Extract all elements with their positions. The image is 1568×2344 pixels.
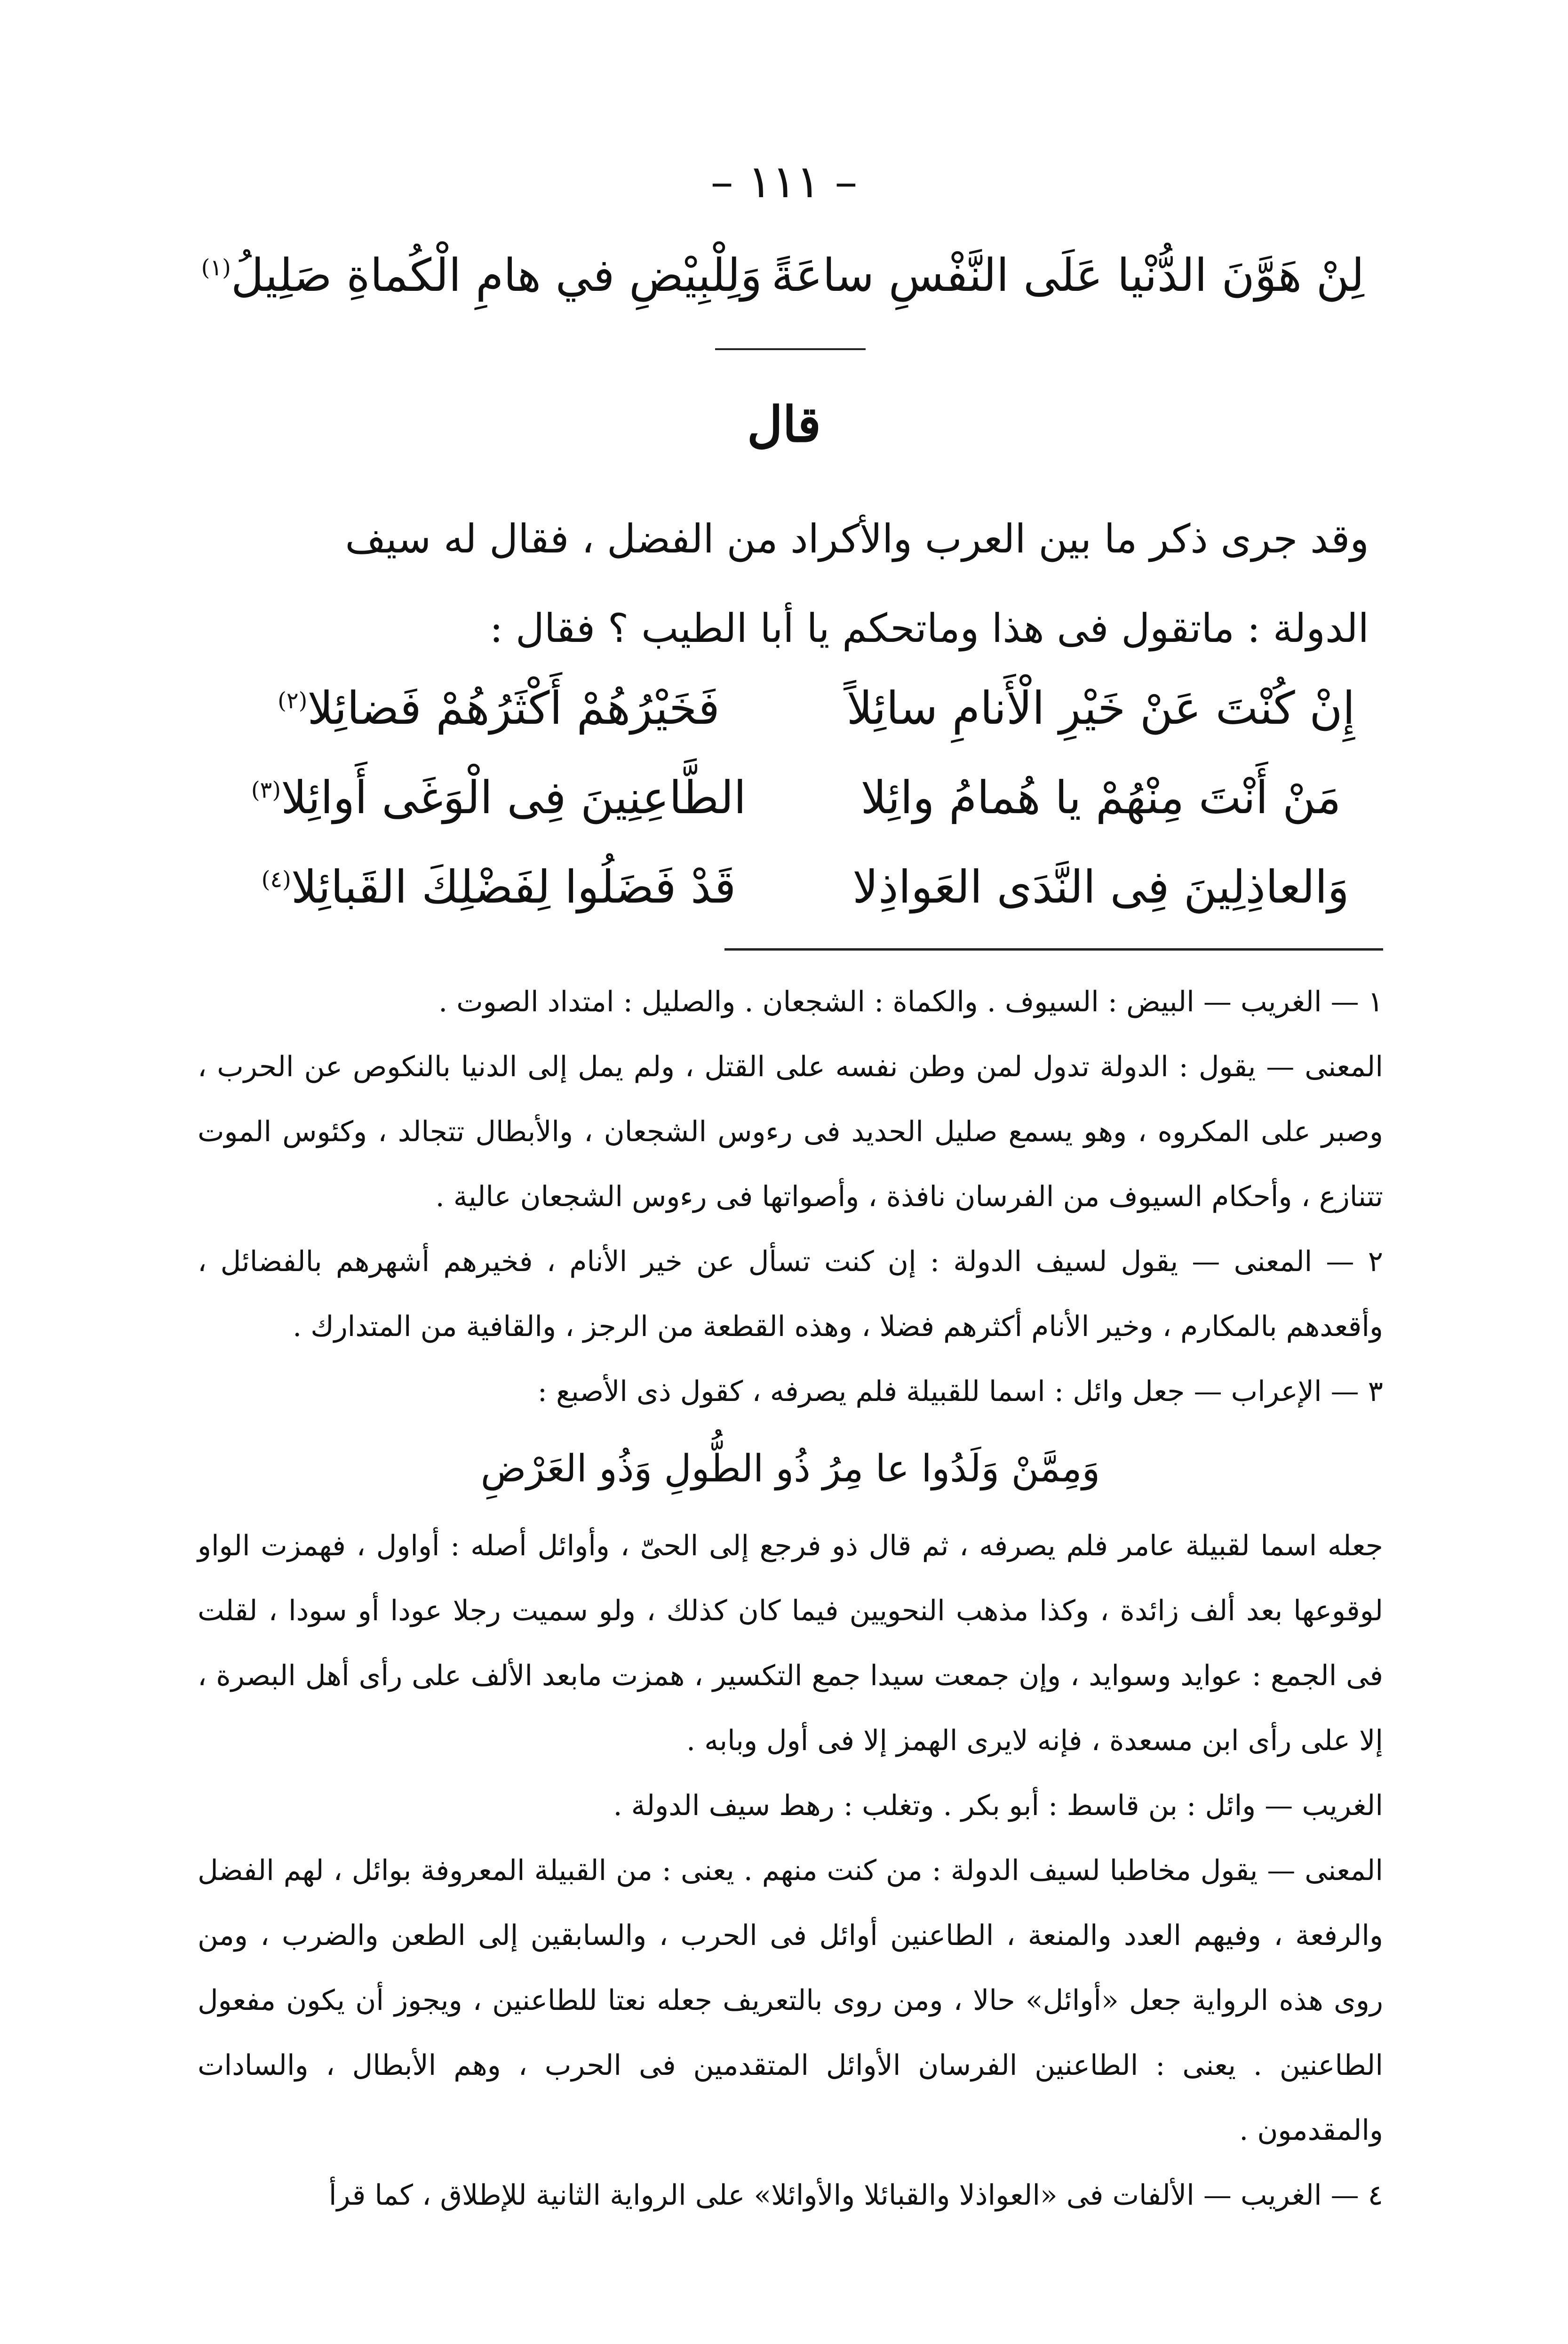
footnote-2-meaning: ٢ — المعنى — يقول لسيف الدولة : إن كنت تسأل عن خير الأنام ، فخيرهم أشهرهم بالفضائل ، وأقعدهم بالمكارم ، وخير الأنام أكثرهم فضلا ، وهذه القطعة من الرجز ، والقافية من المتدارك .	[198, 1245, 1383, 1343]
footnote-1-glossary: ١ — الغريب — البيض : السيوف . والكماة : الشجعان . والصليل : امتداد الصوت .	[438, 985, 1383, 1018]
section-divider	[715, 348, 866, 350]
verse-second-hemistich: فَخَيْرُهُمْ أَكْثَرُهُمْ فَضائِلا$^{(٢)}$	[278, 682, 720, 735]
footnote-1-meaning: المعنى — يقول : الدولة تدول لمن وطن نفسه على القتل ، ولم يمل إلى الدنيا بالنكوص عن الحرب ، وصبر على المكروه ، وهو يسمع صليل الحديد فى رءوس الشجعان ، والأبطال تتجالد ، وكئوس الموت تتنازع ، وأحكام السيوف من الفرسان نافذة ، وأصواتها فى رءوس الشجعان عالية .	[198, 1050, 1383, 1213]
verse-second-hemistich: قَدْ فَضَلُوا لِفَضْلِكَ القَبائِلا$^{(٤)}$	[261, 861, 736, 913]
poem-verse-3	[235, 847, 1364, 927]
quoted-verse: وَمِمَّنْ وَلَدُوا عا مِرُ ذُو الطُّولِ وَذُو العَرْضِ	[480, 1447, 1100, 1490]
verse-second-hemistich: الطَّاعِنِينَ فِى الْوَغَى أَوائِلا$^{(٣)}$	[251, 771, 747, 824]
verse-first-hemistich: وَالعاذِلِينَ فِى النَّدَى العَواذِلا	[852, 861, 1349, 913]
footnote-marker: (٤)	[261, 866, 291, 893]
footnote-marker: (٣)	[251, 777, 281, 803]
poem-verse-2	[235, 758, 1364, 838]
verse-first-hemistich: إِنْ كُنْتَ عَنْ خَيْرِ الْأَنامِ سائِلاً	[846, 682, 1355, 735]
section-heading: قال	[747, 395, 821, 453]
footnote-marker: (٢)	[278, 688, 308, 714]
verse-second-hemistich: وَلِلْبِيْضِ في هامِ الْكُماةِ صَلِيلُ$^{(١)}$	[201, 249, 762, 302]
verse-first-hemistich: مَنْ أَنْتَ مِنْهُمْ يا هُمامُ وائِلا	[860, 771, 1341, 824]
intro-line-2: الدولة : ماتقول فى هذا وماتحكم يا أبا الطيب ؟ فقال :	[489, 605, 1369, 651]
intro-line-1: وقد جرى ذكر ما بين العرب والأكراد من الفضل ، فقال له سيف	[345, 516, 1369, 562]
footnote-4-glossary: ٤ — الغريب — الألفات فى «العواذلا والقبائلا والأوائلا» على الرواية الثانية للإطلاق ، كما قرأ	[328, 2179, 1383, 2212]
page-number: – ١١١ –	[710, 155, 858, 208]
footnote-marker: (١)	[201, 255, 231, 281]
footnote-3-grammar-continued: جعله اسما لقبيلة عامر فلم يصرفه ، ثم قال ذو فرجع إلى الحىّ ، وأوائل أصله : أواول ، فهمزت الواو لوقوعها بعد ألف زائدة ، وكذا مذهب النحويين فيما كان كذلك ، ولو سميت رجلا عودا أو سودا ، لقلت فى الجمع : عوايد وسوايد ، وإن جمعت سيدا جمع التكسير ، همزت مابعد الألف على رأى أهل البصرة ، إلا على رأى ابن مسعدة ، فإنه لايرى الهمز إلا فى أول وبابه .	[198, 1529, 1383, 1757]
poem-verse-1	[235, 668, 1364, 748]
verse-first-hemistich: لِنْ هَوَّنَ الدُّنْيا عَلَى النَّفْسِ ساعَةً	[771, 249, 1364, 302]
top-verse	[201, 235, 1364, 315]
footnotes	[198, 969, 1383, 2228]
footnote-divider	[724, 948, 1383, 951]
footnote-3-meaning: المعنى — يقول مخاطبا لسيف الدولة : من كنت منهم . يعنى : من القبيلة المعروفة بوائل ، لهم الفضل والرفعة ، وفيهم العدد والمنعة ، الطاعنين أوائل فى الحرب ، والسابقين إلى الطعن والضرب ، ومن روى هذه الرواية جعل «أوائل» حالا ، ومن روى بالتعريف جعله نعتا للطاعنين ، ويجوز أن يكون مفعول الطاعنين . يعنى : الطاعنين الفرسان الأوائل المتقدمين فى الحرب ، وهم الأبطال ، والسادات والمقدمون .	[198, 1854, 1383, 2147]
footnote-3-glossary: الغريب — وائل : بن قاسط : أبو بكر . وتغلب : رهط سيف الدولة .	[613, 1789, 1383, 1822]
footnote-3-grammar: ٣ — الإعراب — جعل وائل : اسما للقبيلة فلم يصرفه ، كقول ذى الأصبع :	[537, 1375, 1383, 1408]
